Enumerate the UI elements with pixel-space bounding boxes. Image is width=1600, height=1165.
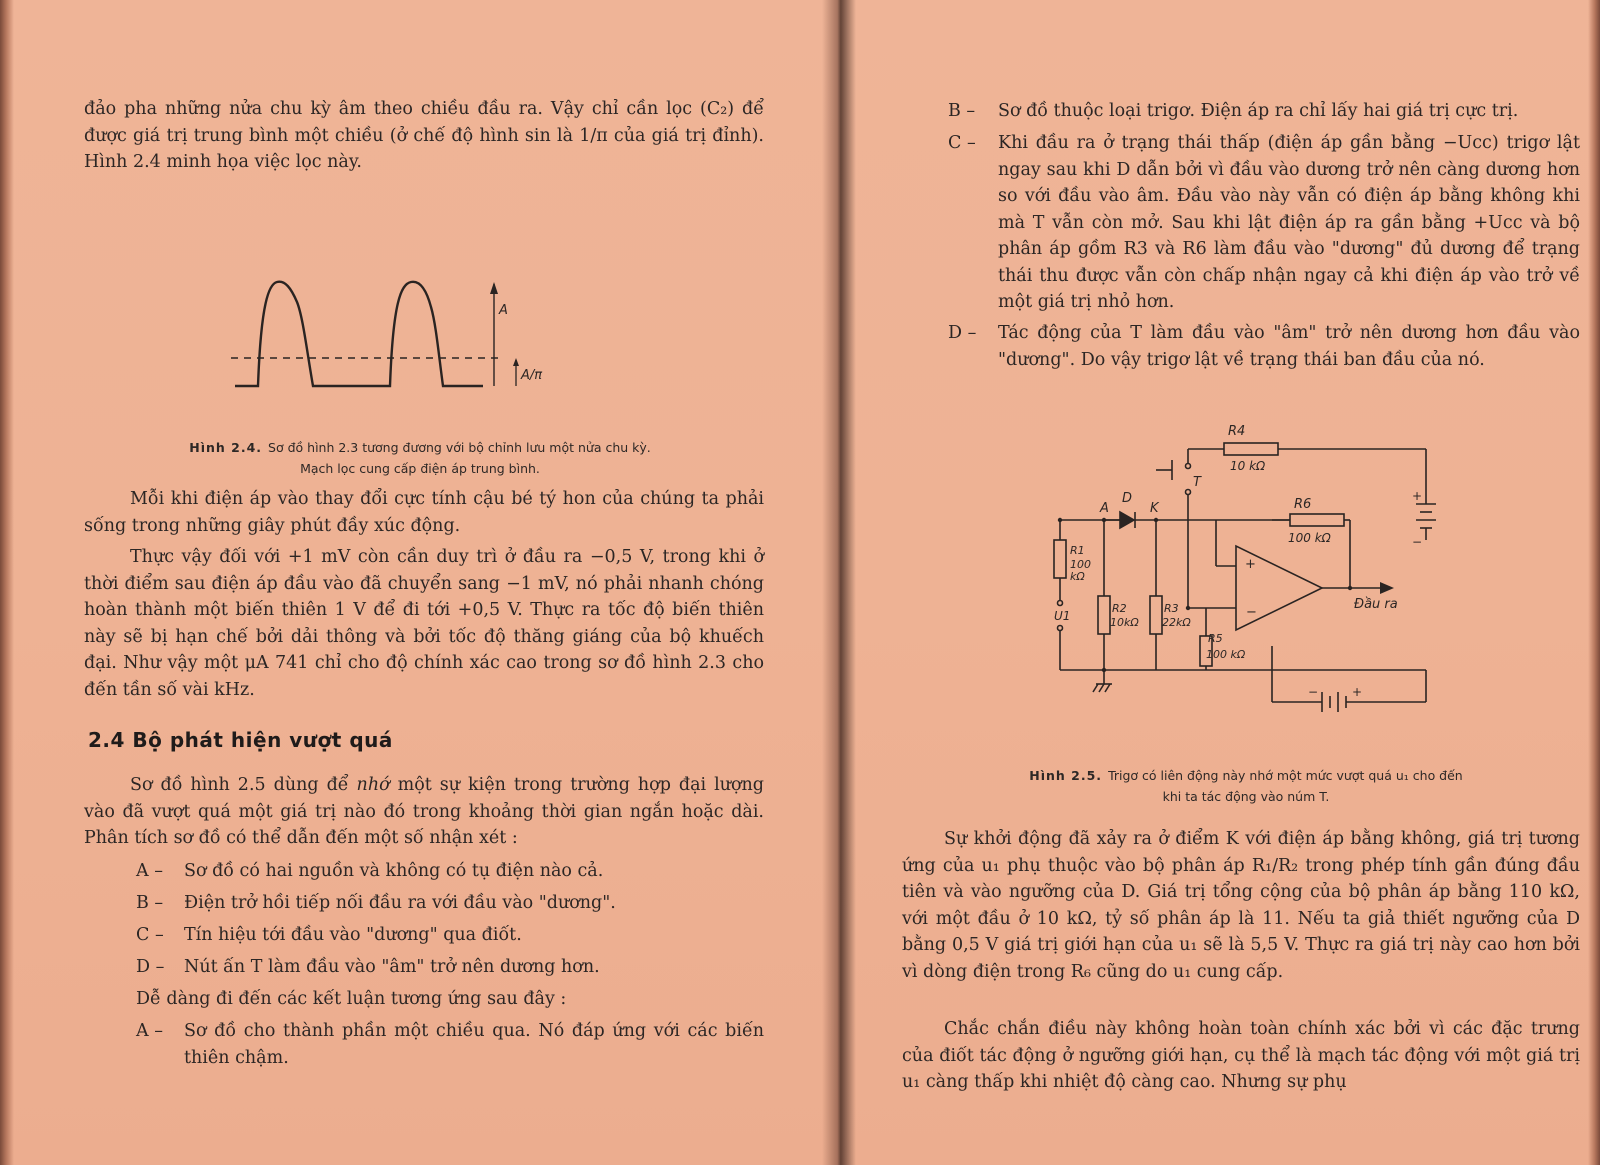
output-arrowhead — [1380, 582, 1394, 594]
minus-input-junction — [1186, 606, 1190, 610]
conclusion-c — [948, 130, 1580, 320]
battery-plus: + — [1412, 489, 1423, 503]
r1-value-1: 100 — [1070, 558, 1091, 571]
remark-a-label: A – — [136, 861, 163, 881]
node-k-junction — [1154, 518, 1158, 522]
caption-2-4-label: Hình 2.4. — [189, 440, 263, 455]
t-label: T — [1193, 475, 1201, 490]
supply-minus: − — [1308, 685, 1319, 699]
left-intro-paragraph: đảo pha những nửa chu kỳ âm theo chiều đầu ra. Vậy chỉ cần lọc (C₂) để được giá trị trung bình một chiều (ở chế độ hình sin là 1/π của giá trị đỉnh). Hình 2.4 minh họa việc lọc này. — [84, 99, 764, 172]
caption-2-5-line-1 — [916, 765, 1576, 786]
caption-2-4-line-2: Mạch lọc cung cấp điện áp trung bình. — [300, 461, 540, 476]
r2-label: R2 — [1112, 602, 1127, 615]
conclusion-c-label: C – — [948, 133, 976, 153]
r5-value: 100 kΩ — [1206, 648, 1246, 661]
book-spine — [822, 0, 856, 1165]
u1-label: U1 — [1054, 609, 1071, 623]
d-label: D — [1122, 491, 1133, 506]
caption-figure-2-5 — [916, 765, 1576, 807]
remark-a-text: Sơ đồ có hai nguồn và không có tụ điện nào cả. — [184, 861, 604, 881]
ground-junction — [1102, 668, 1106, 672]
figure-2-5 — [1054, 420, 1470, 730]
average-arrowhead — [513, 358, 519, 366]
conclusion-intro: Dễ dàng đi đến các kết luận tương ứng sau đây : — [136, 989, 567, 1009]
a-label: A — [1100, 501, 1109, 516]
para-3-emphasis: nhớ — [356, 775, 390, 795]
circuit-wires — [1054, 443, 1436, 712]
caption-figure-2-4 — [110, 437, 730, 479]
remark-a — [136, 858, 764, 885]
r6-label: R6 — [1294, 497, 1312, 512]
label-a-over-pi: A/π — [521, 368, 543, 383]
opamp-minus: − — [1246, 605, 1257, 620]
remark-d-label: D – — [136, 957, 165, 977]
remark-c-label: C – — [136, 925, 164, 945]
rectified-waveform — [235, 282, 483, 386]
left-page-edge — [0, 0, 14, 1165]
caption-2-5-line-2: khi ta tác động vào núm T. — [1162, 789, 1330, 804]
conclusion-d — [948, 320, 1580, 374]
output-label: Đầu ra — [1354, 597, 1398, 612]
r1-label: R1 — [1070, 544, 1085, 557]
caption-2-4-line-1 — [110, 437, 730, 458]
r3-label: R3 — [1164, 602, 1179, 615]
supply-plus: + — [1352, 685, 1363, 699]
r6-value: 100 kΩ — [1288, 531, 1331, 545]
conclusion-b-text: Sơ đồ thuộc loại trigơ. Điện áp ra chỉ lấy hai giá trị cực trị. — [998, 101, 1519, 121]
conclusion-b — [948, 98, 1580, 125]
remark-d-text: Nút ấn T làm đầu vào "âm" trở nên dương hơn. — [184, 957, 600, 977]
remark-c-text: Tín hiệu tới đầu vào "dương" qua điốt. — [184, 925, 522, 945]
half-wave-rectified-plot — [225, 262, 565, 397]
r3-value: 22kΩ — [1162, 616, 1191, 629]
amplitude-arrowhead — [490, 282, 498, 294]
conclusion-a — [136, 1018, 764, 1072]
caption-2-5-label: Hình 2.5. — [1029, 768, 1103, 783]
figure-2-4 — [225, 262, 565, 397]
caption-2-5-text-1: Trigơ có liên động này nhớ một mức vượt quá u₁ cho đến — [1108, 768, 1463, 783]
opamp-plus: + — [1245, 557, 1256, 572]
right-paragraph-1: Sự khởi động đã xảy ra ở điểm K với điện áp bằng không, giá trị tương ứng của u₁ phụ thuộc vào bộ phân áp R₁/R₂ trong phép tính gần đúng đầu tiên và vào ngưỡng của D. Giá trị tổng cộng của bộ phân áp bằng 110 kΩ, với một đầu ở 10 kΩ, tỷ số phân áp là 11. Nếu ta giả thiết ngưỡng của D bằng 0,5 V giá trị giới hạn của u₁ sẽ là 5,5 V. Thực ra giá trị này cao hơn bởi vì dòng điện trong R₆ cũng do u₁ cung cấp. — [902, 829, 1580, 982]
overshoot-detector-circuit — [1054, 420, 1470, 730]
node-a-junction — [1102, 518, 1106, 522]
r4-label: R4 — [1228, 424, 1246, 439]
conclusion-a-text: Sơ đồ cho thành phần một chiều qua. Nó đáp ứng với các biến thiên chậm. — [184, 1021, 764, 1068]
left-paragraph-2: Thực vậy đối với +1 mV còn cần duy trì ở đầu ra −0,5 V, trong khi ở thời điểm sau điện áp đầu vào đã chuyển sang −1 mV, nó phải nhanh chóng hoàn thành một biến thiên 1 V để đi tới +0,5 V. Thực ra tốc độ biến thiên này sẽ bị hạn chế bởi dải thông và bởi tốc độ thăng giáng của bộ khuếch đại. Như vậy một μA 741 chỉ cho độ chính xác cao trong sơ đồ hình 2.3 cho đến tần số vài kHz. — [84, 547, 764, 700]
r4-value: 10 kΩ — [1230, 459, 1266, 473]
left-paragraph-3 — [84, 772, 764, 852]
k-label: K — [1150, 501, 1159, 516]
r1-value-2: kΩ — [1070, 570, 1085, 583]
remark-c — [136, 922, 764, 949]
battery-minus: − — [1412, 535, 1423, 549]
output-junction — [1348, 586, 1352, 590]
para-3-part-a: Sơ đồ hình 2.5 dùng để — [130, 775, 349, 795]
conclusion-d-text: Tác động của T làm đầu vào "âm" trở nên dương hơn đầu vào "dương". Do vậy trigơ lật về trạng thái ban đầu của nó. — [998, 323, 1580, 370]
remark-b-text: Điện trở hồi tiếp nối đầu ra với đầu vào "dương". — [184, 893, 616, 913]
left-paragraph-1: Mỗi khi điện áp vào thay đổi cực tính cậu bé tý hon của chúng ta phải sống trong những giây phút đầy xúc động. — [84, 489, 764, 536]
remark-b — [136, 890, 764, 917]
conclusion-a-label: A – — [136, 1021, 163, 1041]
node-a-dot — [1058, 518, 1062, 522]
remark-b-label: B – — [136, 893, 164, 913]
r5-label: R5 — [1208, 632, 1223, 645]
caption-2-4-text-1: Sơ đồ hình 2.3 tương đương với bộ chỉnh lưu một nửa chu kỳ. — [268, 440, 651, 455]
conclusion-c-text: Khi đầu ra ở trạng thái thấp (điện áp gần bằng −Ucc) trigơ lật ngay sau khi D dẫn bởi vì đầu vào dương trở nên càng dương hơn so với đầu vào âm. Đầu vào này vẫn có điện áp bằng không khi mà T vẫn còn mở. Sau khi lật điện áp ra gần bằng +Ucc và bộ phân áp gồm R3 và R6 làm đầu vào "dương" đủ dương để trạng thái thu được vẫn còn chấp nhận ngay cả khi điện áp vào trở về một giá trị nhỏ hơn. — [998, 133, 1580, 312]
right-page-edge — [1588, 0, 1600, 1165]
conclusion-b-label: B – — [948, 101, 976, 121]
section-heading-2-4: 2.4 Bộ phát hiện vượt quá — [88, 728, 393, 752]
right-paragraph-2: Chắc chắn điều này không hoàn toàn chính xác bởi vì các đặc trưng của điốt tác động ở ngưỡng giới hạn, cụ thể là mạch tác động với một giá trị u₁ càng thấp khi nhiệt độ càng cao. Nhưng sự phụ — [902, 1019, 1580, 1092]
r2-value: 10kΩ — [1110, 616, 1139, 629]
para-3-part-b: một sự kiện trong trường hợp đại lượng vào đã vượt quá một giá trị nào đó trong khoảng thời gian ngắn hoặc dài. Phân tích sơ đồ có thể dẫn đến một số nhận xét : — [84, 775, 764, 848]
remark-d — [136, 954, 764, 981]
conclusion-d-label: D – — [948, 323, 977, 343]
label-a: A — [499, 303, 508, 318]
